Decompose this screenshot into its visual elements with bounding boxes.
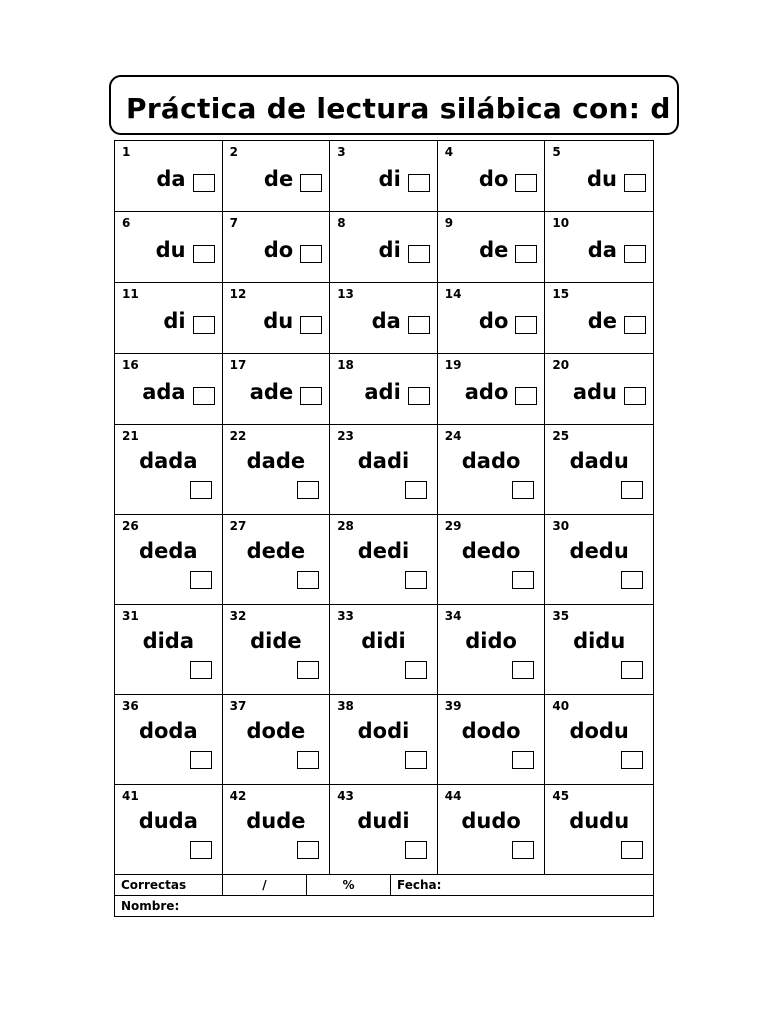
syllable-cell [223, 212, 331, 282]
syllable-text: dida [142, 629, 195, 653]
syllable-cell [438, 605, 546, 694]
syllable-text: do [263, 238, 294, 262]
answer-checkbox[interactable] [405, 841, 427, 859]
syllable-text: deda [139, 539, 198, 563]
answer-checkbox[interactable] [405, 661, 427, 679]
answer-checkbox[interactable] [297, 481, 319, 499]
answer-checkbox[interactable] [190, 751, 212, 769]
item-number: 40 [552, 699, 570, 713]
item-number: 33 [337, 609, 354, 623]
item-number: 19 [444, 358, 462, 372]
syllable-cell [545, 354, 653, 424]
syllable-text: dode [246, 719, 306, 743]
item-number: 45 [552, 789, 570, 803]
item-number: 28 [337, 519, 354, 533]
item-number: 42 [229, 789, 247, 803]
syllable-cell [330, 425, 438, 514]
syllable-text: dadi [357, 449, 410, 473]
syllable-cell [115, 785, 223, 874]
syllable-cell [330, 695, 438, 784]
item-number: 43 [337, 789, 354, 803]
answer-checkbox[interactable] [621, 571, 643, 589]
answer-checkbox[interactable] [297, 841, 319, 859]
syllable-cell [330, 785, 438, 874]
item-number: 7 [229, 216, 238, 230]
syllable-cell [115, 354, 223, 424]
item-number: 10 [552, 216, 570, 230]
syllable-cell [438, 515, 546, 604]
answer-checkbox[interactable] [512, 751, 534, 769]
syllable-text: de [587, 309, 617, 333]
answer-checkbox[interactable] [624, 174, 646, 192]
syllable-text: dodo [461, 719, 521, 743]
syllable-text: dadu [569, 449, 629, 473]
answer-checkbox[interactable] [512, 481, 534, 499]
answer-checkbox[interactable] [624, 245, 646, 263]
syllable-cell [115, 515, 223, 604]
syllable-cell [115, 605, 223, 694]
syllable-cell [545, 212, 653, 282]
syllable-cell [223, 354, 331, 424]
item-number: 20 [552, 358, 570, 372]
syllable-text: dede [246, 539, 306, 563]
syllable-cell [438, 695, 546, 784]
syllable-text: do [478, 309, 509, 333]
syllable-cell [223, 515, 331, 604]
syllable-cell [330, 605, 438, 694]
syllable-text: du [155, 238, 186, 262]
syllable-cell [438, 785, 546, 874]
item-number: 16 [122, 358, 139, 372]
syllable-text: dodu [569, 719, 629, 743]
syllable-cell [223, 605, 331, 694]
item-number: 23 [337, 429, 354, 443]
item-number: 37 [229, 699, 247, 713]
syllable-text: di [378, 238, 401, 262]
syllable-cell [545, 695, 653, 784]
item-number: 26 [122, 519, 139, 533]
syllable-text: dude [246, 809, 306, 833]
page-title: Práctica de lectura silábica con: d [126, 92, 671, 125]
item-number: 32 [229, 609, 247, 623]
syllable-text: doda [138, 719, 198, 743]
item-number: 3 [337, 145, 346, 159]
syllable-text: dedo [461, 539, 521, 563]
syllable-cell [438, 283, 546, 353]
name-field[interactable]: Nombre: [121, 899, 180, 913]
syllable-cell [115, 425, 223, 514]
item-number: 11 [122, 287, 139, 301]
answer-checkbox[interactable] [193, 174, 215, 192]
syllable-cell [330, 354, 438, 424]
item-number: 22 [229, 429, 247, 443]
grid-row [115, 515, 653, 605]
item-number: 17 [229, 358, 247, 372]
answer-checkbox[interactable] [190, 481, 212, 499]
syllable-text: du [586, 167, 617, 191]
answer-checkbox[interactable] [300, 387, 322, 405]
syllable-text: adu [572, 380, 617, 404]
item-number: 34 [444, 609, 462, 623]
syllable-text: dudu [569, 809, 630, 833]
answer-checkbox[interactable] [405, 571, 427, 589]
item-number: 41 [122, 789, 139, 803]
answer-checkbox[interactable] [300, 316, 322, 334]
answer-checkbox[interactable] [512, 571, 534, 589]
syllable-text: dada [139, 449, 198, 473]
syllable-text: dudi [357, 809, 410, 833]
syllable-cell [330, 141, 438, 211]
item-number: 1 [122, 145, 131, 159]
grid-row [115, 785, 653, 875]
answer-checkbox[interactable] [515, 245, 537, 263]
correct-label: Correctas [115, 875, 223, 895]
syllable-cell [545, 515, 653, 604]
syllable-text: dudo [461, 809, 521, 833]
syllable-text: di [163, 309, 186, 333]
syllable-cell [545, 425, 653, 514]
syllable-cell [438, 354, 546, 424]
answer-checkbox[interactable] [621, 751, 643, 769]
date-field[interactable]: Fecha: [397, 878, 442, 892]
item-number: 35 [552, 609, 570, 623]
syllable-text: duda [138, 809, 198, 833]
answer-checkbox[interactable] [193, 387, 215, 405]
answer-checkbox[interactable] [515, 174, 537, 192]
item-number: 39 [444, 699, 462, 713]
syllable-text: dide [250, 629, 302, 653]
item-number: 30 [552, 519, 570, 533]
syllable-text: dedi [357, 539, 410, 563]
answer-checkbox[interactable] [408, 174, 430, 192]
syllable-cell [223, 695, 331, 784]
answer-checkbox[interactable] [624, 316, 646, 334]
item-number: 27 [229, 519, 247, 533]
syllable-text: da [156, 167, 186, 191]
grid-row [115, 695, 653, 785]
syllable-text: dade [246, 449, 306, 473]
item-number: 18 [337, 358, 354, 372]
syllable-text: da [371, 309, 401, 333]
answer-checkbox[interactable] [193, 316, 215, 334]
syllable-cell [438, 141, 546, 211]
answer-checkbox[interactable] [405, 481, 427, 499]
answer-checkbox[interactable] [512, 841, 534, 859]
syllable-cell [330, 283, 438, 353]
answer-checkbox[interactable] [297, 751, 319, 769]
syllable-text: didu [573, 629, 626, 653]
grid-row [115, 425, 653, 515]
answer-checkbox[interactable] [621, 481, 643, 499]
item-number: 12 [229, 287, 247, 301]
item-number: 6 [122, 216, 131, 230]
syllable-text: ade [249, 380, 294, 404]
answer-checkbox[interactable] [515, 316, 537, 334]
answer-checkbox[interactable] [297, 661, 319, 679]
grid-row [115, 283, 653, 354]
syllable-cell [330, 212, 438, 282]
syllable-text: didi [361, 629, 406, 653]
grid-row [115, 141, 653, 212]
syllable-text: dido [465, 629, 517, 653]
score-row [115, 875, 653, 896]
item-number: 2 [229, 145, 238, 159]
answer-checkbox[interactable] [515, 387, 537, 405]
answer-checkbox[interactable] [300, 245, 322, 263]
syllable-text: du [263, 309, 294, 333]
answer-checkbox[interactable] [621, 661, 643, 679]
item-number: 5 [552, 145, 561, 159]
answer-checkbox[interactable] [512, 661, 534, 679]
syllable-text: dedu [569, 539, 629, 563]
item-number: 44 [444, 789, 462, 803]
syllable-cell [115, 141, 223, 211]
item-number: 36 [122, 699, 139, 713]
syllable-cell [330, 515, 438, 604]
grid-row [115, 354, 653, 425]
item-number: 15 [552, 287, 570, 301]
syllable-cell [545, 141, 653, 211]
answer-checkbox[interactable] [408, 245, 430, 263]
syllable-cell [115, 212, 223, 282]
syllable-text: da [587, 238, 617, 262]
syllable-text: di [378, 167, 401, 191]
syllable-cell [545, 283, 653, 353]
syllable-cell [223, 283, 331, 353]
answer-checkbox[interactable] [621, 841, 643, 859]
syllable-cell [115, 695, 223, 784]
correct-count-field[interactable]: / [223, 875, 307, 895]
syllable-text: adi [364, 380, 401, 404]
syllable-cell [545, 605, 653, 694]
answer-checkbox[interactable] [408, 387, 430, 405]
item-number: 25 [552, 429, 570, 443]
syllable-cell [545, 785, 653, 874]
syllable-text: ada [142, 380, 186, 404]
answer-checkbox[interactable] [193, 245, 215, 263]
syllable-text: de [479, 238, 509, 262]
item-number: 4 [444, 145, 454, 159]
syllable-text: dodi [357, 719, 410, 743]
item-number: 13 [337, 287, 354, 301]
syllable-grid [114, 140, 654, 917]
answer-checkbox[interactable] [300, 174, 322, 192]
answer-checkbox[interactable] [405, 751, 427, 769]
item-number: 21 [122, 429, 139, 443]
answer-checkbox[interactable] [408, 316, 430, 334]
item-number: 8 [337, 216, 346, 230]
answer-checkbox[interactable] [190, 661, 212, 679]
answer-checkbox[interactable] [624, 387, 646, 405]
item-number: 9 [444, 216, 454, 230]
syllable-text: do [478, 167, 509, 191]
answer-checkbox[interactable] [297, 571, 319, 589]
title-box [109, 75, 679, 135]
percent-field[interactable]: % [307, 875, 391, 895]
item-number: 31 [122, 609, 139, 623]
syllable-cell [223, 785, 331, 874]
item-number: 29 [444, 519, 462, 533]
syllable-text: de [263, 167, 294, 191]
answer-checkbox[interactable] [190, 841, 212, 859]
grid-row [115, 605, 653, 695]
syllable-cell [223, 141, 331, 211]
grid-row [115, 212, 653, 283]
item-number: 24 [444, 429, 462, 443]
answer-checkbox[interactable] [190, 571, 212, 589]
syllable-cell [115, 283, 223, 353]
syllable-text: ado [464, 380, 509, 404]
syllable-cell [438, 425, 546, 514]
syllable-cell [438, 212, 546, 282]
syllable-cell [223, 425, 331, 514]
item-number: 14 [444, 287, 462, 301]
item-number: 38 [337, 699, 354, 713]
syllable-text: dado [461, 449, 521, 473]
